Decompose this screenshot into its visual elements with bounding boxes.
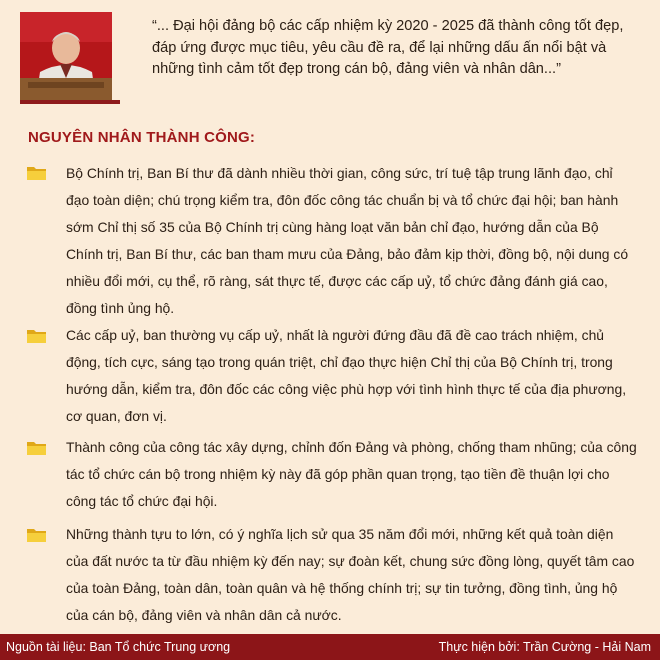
source-text: Nguồn tài liệu: Ban Tổ chức Trung ương [6,640,231,654]
speaker-photo [20,12,112,100]
section-heading: NGUYÊN NHÂN THÀNH CÔNG: [28,129,256,146]
list-item: Những thành tựu to lớn, có ý nghĩa lịch sử qua 35 năm đổi mới, những kết quả toàn diện của đất nước ta từ đầu nhiệm kỳ đến nay; sự đoàn kết, chung sức đồng lòng, quyết tâm cao của toàn Đảng, toàn dân, toàn quân và hệ thống chính trị; sự tin tưởng, đồng tình, ủng hộ của cán bộ, đảng viên và nhân dân cả nước. [66,526,635,623]
list-item: Các cấp uỷ, ban thường vụ cấp uỷ, nhất là người đứng đầu đã đề cao trách nhiệm, chủ động, tích cực, sáng tạo trong quán triệt, chỉ đạo thực hiện Chỉ thị của Bộ Chính trị, trong hướng dẫn, kiểm tra, đôn đốc các công việc phù hợp với tình hình thực tế của địa phương, cơ quan, đơn vị. [66,327,627,424]
credit-text: Thực hiện bởi: Trần Cường - Hải Nam [438,640,651,654]
quote-text: “... Đại hội đảng bộ các cấp nhiệm kỳ 2020 - 2025 đã thành công tốt đẹp, đáp ứng được mục tiêu, yêu cầu đề ra, để lại những dấu ấn nổi bật và những tình cảm tốt đẹp trong cán bộ, đảng viên và nhân dân...” [152,18,624,77]
list-item: Bộ Chính trị, Ban Bí thư đã dành nhiều thời gian, công sức, trí tuệ tập trung lãnh đạo, chỉ đạo toàn diện; chú trọng kiểm tra, đôn đốc công tác chuẩn bị và tổ chức đại hội; ban hành sớm Chỉ thị số 35 của Bộ Chính trị cùng hàng loạt văn bản chỉ đạo, hướng dẫn của Bộ Chính trị, Ban Bí thư, các ban tham mưu của Đảng, bảo đảm kịp thời, đồng bộ, nội dung có nhiều đổi mới, cụ thể, rõ ràng, sát thực tế, được các cấp uỷ, tổ chức đảng đánh giá cao, đồng tình ủng hộ. [66,165,629,316]
folder-icon [26,328,47,344]
folder-icon [26,440,47,456]
folder-icon [26,165,47,181]
footer-bar [0,634,660,660]
folder-icon [26,527,47,543]
photo-divider [20,100,120,104]
list-item: Thành công của công tác xây dựng, chỉnh đốn Đảng và phòng, chống tham nhũng; của công tác tổ chức cán bộ trong nhiệm kỳ này đã góp phần quan trọng, tạo tiền đề thuận lợi cho công tác tổ chức đại hội. [66,439,637,509]
